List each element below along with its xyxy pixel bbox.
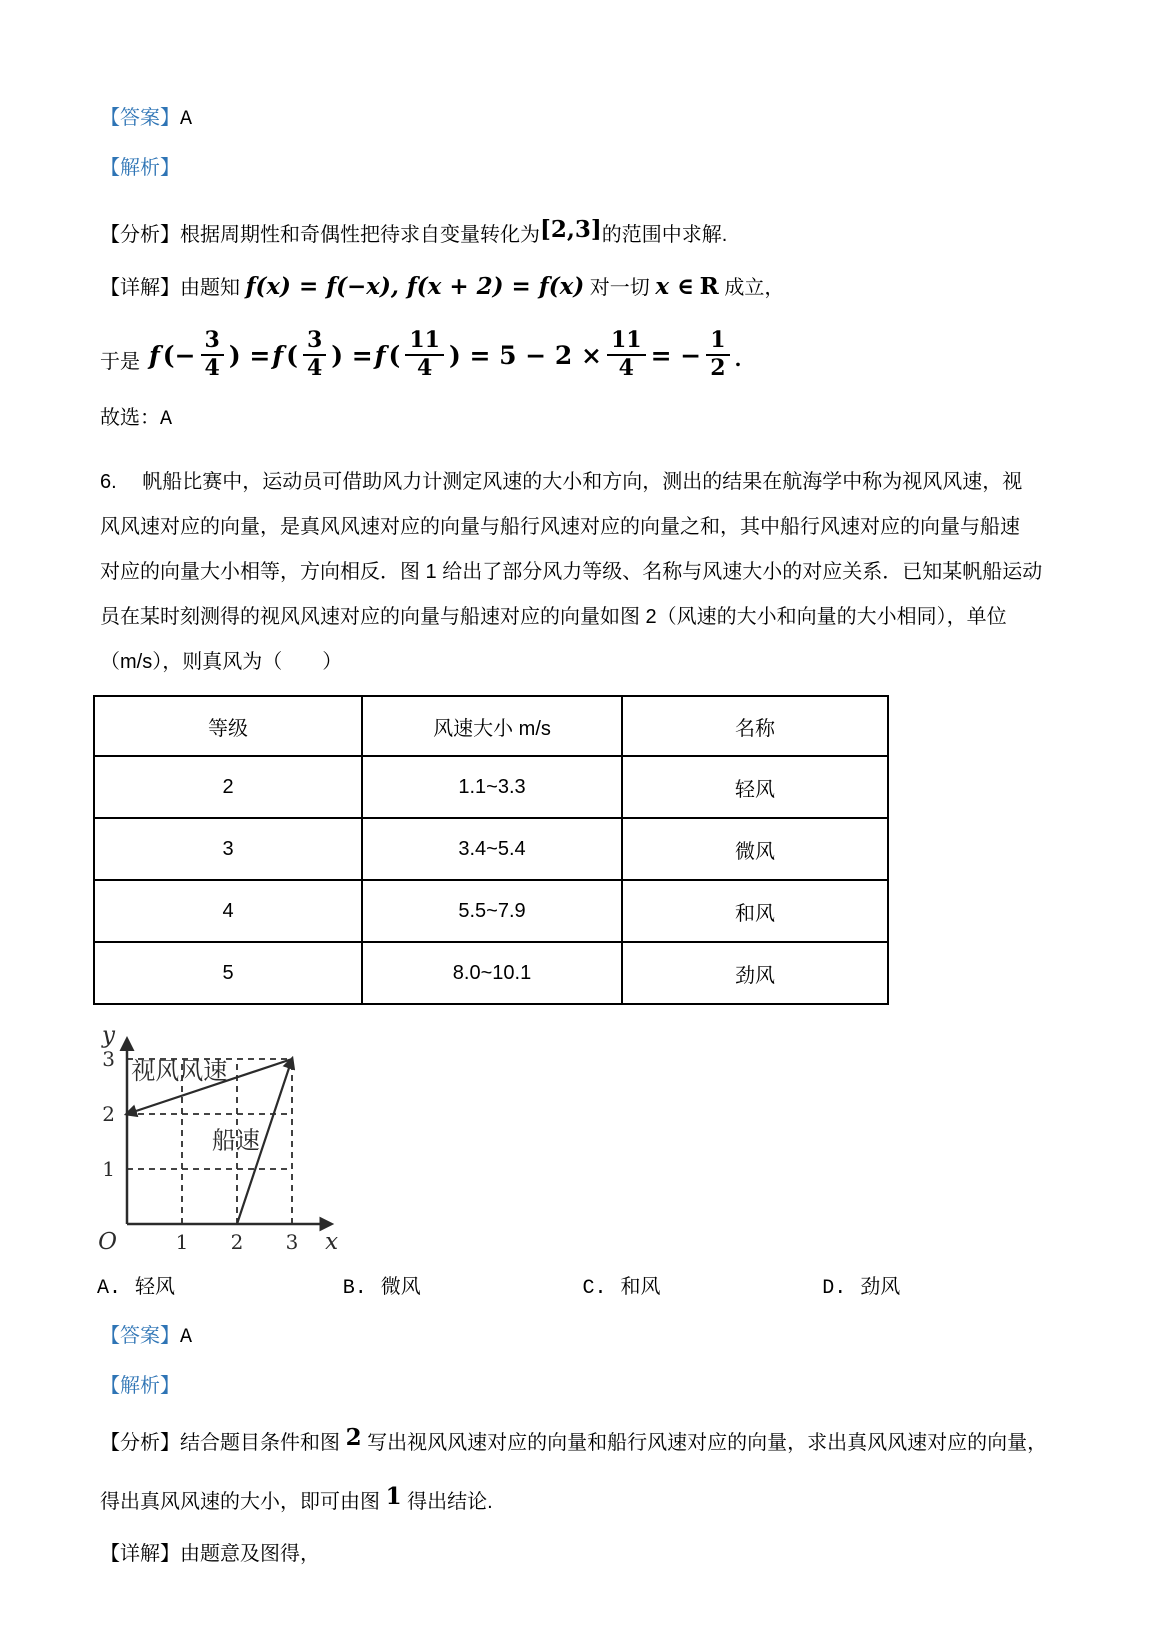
table-header-cell: 风速大小 m/s xyxy=(362,696,622,756)
table-header-cell: 等级 xyxy=(94,696,362,756)
stem-line: 6. 帆船比赛中，运动员可借助风力计测定风速的大小和方向，测出的结果在航海学中称为视风风速，视 xyxy=(100,471,1023,493)
q6-xiangjie-line xyxy=(100,1540,1062,1568)
stem-line: 风风速对应的向量，是真风风速对应的向量与船行风速对应的向量之和，其中船行风速对应的向量与船速 xyxy=(100,516,1020,538)
fenxi-seg3: 得出真风风速的大小，即可由图 xyxy=(100,1491,380,1513)
table-cell: 5 xyxy=(94,942,362,1004)
option-label: 轻风 xyxy=(135,1276,176,1298)
table-cell: 4 xyxy=(94,880,362,942)
option-d xyxy=(822,1270,1062,1300)
table-row xyxy=(94,818,888,880)
fenxi-seg4: 得出结论. xyxy=(407,1491,493,1513)
q5-xiangjie-line xyxy=(100,273,1062,302)
math-token: = − xyxy=(650,340,702,370)
wind-table-body xyxy=(94,756,888,1004)
stem-line: 对应的向量大小相等，方向相反．图 1 给出了部分风力等级、名称与风速大小的对应关系．已知某帆船运动 xyxy=(100,561,1043,583)
fraction-numerator: 11 xyxy=(607,329,646,356)
formula-math xyxy=(148,329,742,381)
options-row xyxy=(97,1270,1062,1300)
conclusion-value: A xyxy=(160,408,173,431)
table-cell: 3.4~5.4 xyxy=(362,818,622,880)
fraction xyxy=(303,329,326,381)
fraction xyxy=(201,329,224,381)
math-token: ( xyxy=(388,340,401,370)
answer-value: A xyxy=(180,108,193,131)
math-token: ( xyxy=(286,340,298,370)
q6-answer-line xyxy=(100,1322,1062,1352)
math-token: . xyxy=(734,346,742,371)
option-key: C. xyxy=(582,1277,607,1300)
table-row xyxy=(94,880,888,942)
xiangjie-math-R: R xyxy=(699,273,719,300)
fraction-numerator: 3 xyxy=(303,329,326,356)
fenxi-text: 根据周期性和奇偶性把待求自变量转化为 xyxy=(180,224,540,246)
option-label: 和风 xyxy=(620,1276,661,1298)
math-token: f xyxy=(272,340,284,370)
table-cell: 微风 xyxy=(622,818,888,880)
table-header-row xyxy=(94,696,888,756)
fenxi-tail: 的范围中求解. xyxy=(601,224,728,246)
option-c xyxy=(582,1270,822,1300)
y-axis-label: y xyxy=(102,1022,115,1049)
fraction-denominator: 4 xyxy=(417,355,433,381)
x-tick-label: 2 xyxy=(230,1230,244,1254)
xiangjie-math-x-in: x ∈ xyxy=(655,273,695,300)
xiangjie-tail: 成立， xyxy=(724,277,785,299)
fenxi-seg2: 写出视风风速对应的向量和船行风速对应的向量，求出真风风速对应的向量， xyxy=(367,1432,1048,1454)
stem-line: （m/s），则真风为（ ） xyxy=(100,651,343,673)
answer-label: 【答案】 xyxy=(100,1325,180,1347)
option-b xyxy=(343,1270,583,1300)
fraction-denominator: 4 xyxy=(306,355,323,381)
wind-table xyxy=(93,695,889,1005)
fenxi-label: 【分析】 xyxy=(100,1432,180,1454)
fenxi-seg1: 结合题目条件和图 xyxy=(180,1432,340,1454)
fraction-denominator: 4 xyxy=(618,355,634,381)
jiexi-label: 【解析】 xyxy=(100,157,180,179)
answer-value: A xyxy=(180,1326,193,1349)
math-token: (− xyxy=(162,340,196,370)
math-token: f xyxy=(149,340,160,370)
math-token: ) = xyxy=(331,340,373,370)
xiangjie-math-functional-eq: f(x) = f(−x), f(x + 2) = f(x) xyxy=(245,273,585,300)
vector-figure xyxy=(94,1007,1062,1260)
vector-label: 视风风速 xyxy=(131,1058,228,1086)
fraction-numerator: 1 xyxy=(706,329,729,356)
xiangjie-label: 【详解】 xyxy=(100,1543,180,1565)
table-row xyxy=(94,756,888,818)
xiangjie-pre: 由题知 xyxy=(180,277,240,299)
q5-fenxi-line xyxy=(100,216,1062,249)
x-tick-label: 1 xyxy=(175,1230,189,1254)
option-key: B. xyxy=(342,1277,367,1300)
y-tick-label: 3 xyxy=(102,1047,115,1071)
table-cell: 轻风 xyxy=(622,756,888,818)
table-cell: 劲风 xyxy=(622,942,888,1004)
fraction xyxy=(607,329,646,381)
vector-label: 船速 xyxy=(211,1127,260,1155)
table-cell: 2 xyxy=(94,756,362,818)
fraction-numerator: 11 xyxy=(405,329,444,356)
q5-jiexi-line xyxy=(100,154,1062,182)
math-token: f xyxy=(374,340,386,370)
table-cell: 5.5~7.9 xyxy=(362,880,622,942)
document-content xyxy=(97,0,1062,1568)
fenxi-figure1-ref: 1 xyxy=(385,1483,402,1510)
question-stem xyxy=(100,460,1062,685)
fenxi-figure2-ref: 2 xyxy=(345,1424,362,1451)
fraction-numerator: 3 xyxy=(201,329,224,356)
fenxi-label: 【分析】 xyxy=(100,224,180,246)
table-header-cell: 名称 xyxy=(622,696,888,756)
option-key: A. xyxy=(97,1277,122,1300)
jiexi-label: 【解析】 xyxy=(100,1375,180,1397)
option-key: D. xyxy=(822,1277,847,1300)
q5-formula-row xyxy=(100,322,1062,388)
conclusion-label: 故选： xyxy=(100,407,160,429)
q6-jiexi-line xyxy=(100,1372,1062,1400)
fraction xyxy=(706,329,729,381)
answer-label: 【答案】 xyxy=(100,107,180,129)
table-cell: 3 xyxy=(94,818,362,880)
option-label: 劲风 xyxy=(860,1276,901,1298)
option-label: 微风 xyxy=(380,1276,421,1298)
xiangjie-mid: 对一切 xyxy=(589,277,650,299)
table-cell: 1.1~3.3 xyxy=(362,756,622,818)
table-row xyxy=(94,942,888,1004)
fraction-denominator: 2 xyxy=(710,355,726,381)
xiangjie-label: 【详解】 xyxy=(100,277,180,299)
q5-conclusion-line xyxy=(100,404,1062,434)
fraction xyxy=(405,329,444,381)
math-token: ) = xyxy=(228,340,271,370)
y-tick-label: 2 xyxy=(102,1102,115,1126)
table-cell: 8.0~10.1 xyxy=(362,942,622,1004)
origin-label: O xyxy=(98,1229,117,1255)
x-axis-label: x xyxy=(325,1229,339,1255)
table-cell: 和风 xyxy=(622,880,888,942)
q5-answer-line xyxy=(100,104,1062,134)
x-tick-label: 3 xyxy=(285,1230,299,1254)
fraction-denominator: 4 xyxy=(204,355,220,381)
fenxi-math-interval: [2,3] xyxy=(540,216,602,243)
formula-prefix: 于是 xyxy=(100,351,140,373)
xiangjie-text: 由题意及图得， xyxy=(180,1543,320,1565)
wind-table-head xyxy=(94,696,888,756)
y-tick-label: 1 xyxy=(102,1157,115,1181)
q6-fenxi-line2 xyxy=(100,1483,1062,1516)
q6-fenxi-line1 xyxy=(100,1424,1062,1457)
option-a xyxy=(97,1270,343,1300)
math-token: ) = 5 − 2 × xyxy=(448,340,602,370)
stem-line: 员在某时刻测得的视风风速对应的向量与船速对应的向量如图 2（风速的大小和向量的大小相同），单位 xyxy=(100,606,1007,628)
figure-svg xyxy=(94,1007,414,1255)
